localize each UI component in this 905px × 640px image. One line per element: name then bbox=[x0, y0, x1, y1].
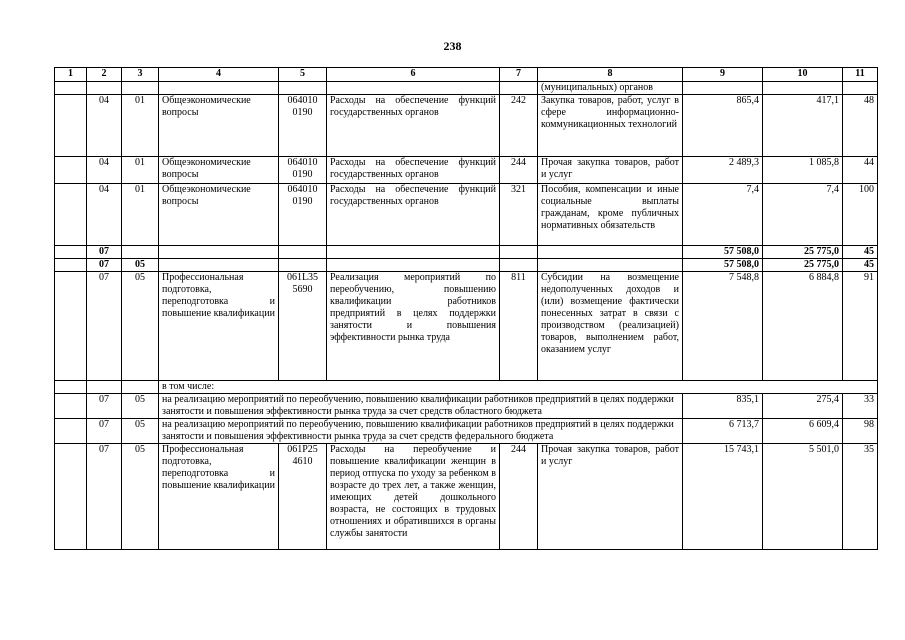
cell-expense-type: (муниципальных) органов bbox=[538, 82, 683, 95]
cell-target-code: 061P25 4610 bbox=[279, 444, 327, 550]
cell-actual: 7,4 bbox=[763, 184, 843, 246]
col-header-6: 6 bbox=[327, 68, 500, 82]
col-header-11: 11 bbox=[843, 68, 878, 82]
section-total-row bbox=[55, 246, 878, 259]
col-header-3: 3 bbox=[122, 68, 159, 82]
cell-target-name: Расходы на обеспечение функций государственных органов bbox=[327, 157, 500, 184]
cell-section: 07 bbox=[87, 246, 122, 259]
cell-section: 07 bbox=[87, 444, 122, 550]
cell-percent: 98 bbox=[843, 419, 878, 444]
cell-target-code: 064010 0190 bbox=[279, 184, 327, 246]
cell-target-code: 061L35 5690 bbox=[279, 272, 327, 381]
cell-section-name: Профессиональная подготовка, переподготовка и повышение квалификации bbox=[159, 272, 279, 381]
cell-subsection: 05 bbox=[122, 259, 159, 272]
cell-subsection: 05 bbox=[122, 272, 159, 381]
cell-percent: 91 bbox=[843, 272, 878, 381]
cell-expense-type: Закупка товаров, работ, услуг в сфере информационно-коммуникационных технологий bbox=[538, 95, 683, 157]
cell-actual: 6 884,8 bbox=[763, 272, 843, 381]
cell-item-description: на реализацию мероприятий по переобучению, повышению квалификации работников предприятий в целях поддержки занятости и повышения эффективности рынка труда за счет средств федерального бюджета bbox=[159, 419, 683, 444]
table-row bbox=[55, 444, 878, 550]
cell-planned: 7 548,8 bbox=[683, 272, 763, 381]
cell-section: 07 bbox=[87, 259, 122, 272]
cell-subsection: 01 bbox=[122, 157, 159, 184]
cell-subsection: 01 bbox=[122, 184, 159, 246]
col-header-7: 7 bbox=[500, 68, 538, 82]
including-label: в том числе: bbox=[159, 381, 878, 394]
table-row bbox=[55, 419, 878, 444]
cell-expense-type: Пособия, компенсации и иные социальные выплаты гражданам, кроме публичных нормативных обязательств bbox=[538, 184, 683, 246]
cell-section-name: Общеэкономические вопросы bbox=[159, 157, 279, 184]
subsection-total-row bbox=[55, 259, 878, 272]
cell-expense-code: 244 bbox=[500, 444, 538, 550]
cell-target-code: 064010 0190 bbox=[279, 95, 327, 157]
cell-section: 07 bbox=[87, 419, 122, 444]
col-header-5: 5 bbox=[279, 68, 327, 82]
cell-planned: 57 508,0 bbox=[683, 246, 763, 259]
cell-expense-code: 242 bbox=[500, 95, 538, 157]
cell-planned: 835,1 bbox=[683, 394, 763, 419]
cell-planned: 6 713,7 bbox=[683, 419, 763, 444]
cell-target-name: Расходы на переобучение и повышение квалификации женщин в период отпуска по уходу за ребенком в возрасте до трех лет, а также женщин, имеющих детей дошкольного возраста, не состоящих в трудовых отношениях и обратившихся в органы службы занятости bbox=[327, 444, 500, 550]
cell-section: 04 bbox=[87, 95, 122, 157]
table-row bbox=[55, 184, 878, 246]
col-header-1: 1 bbox=[55, 68, 87, 82]
cell-percent: 33 bbox=[843, 394, 878, 419]
cell-section-name: Общеэкономические вопросы bbox=[159, 95, 279, 157]
cell-expense-type: Субсидии на возмещение недополученных доходов и (или) возмещение фактически понесенных затрат в связи с производством (реализацией) товаров, выполнением работ, оказанием услуг bbox=[538, 272, 683, 381]
col-header-9: 9 bbox=[683, 68, 763, 82]
table-row bbox=[55, 394, 878, 419]
cell-planned: 57 508,0 bbox=[683, 259, 763, 272]
cell-section-name: Общеэкономические вопросы bbox=[159, 184, 279, 246]
cell-expense-type: Прочая закупка товаров, работ и услуг bbox=[538, 444, 683, 550]
header-row bbox=[55, 68, 878, 82]
cell-target-name: Расходы на обеспечение функций государственных органов bbox=[327, 95, 500, 157]
cell-planned: 865,4 bbox=[683, 95, 763, 157]
cell-percent: 45 bbox=[843, 246, 878, 259]
cell-expense-code: 811 bbox=[500, 272, 538, 381]
cell-expense-type: Прочая закупка товаров, работ и услуг bbox=[538, 157, 683, 184]
cell-section-name: Профессиональная подготовка, переподготовка и повышение квалификации bbox=[159, 444, 279, 550]
cell-actual: 5 501,0 bbox=[763, 444, 843, 550]
cell-actual: 25 775,0 bbox=[763, 259, 843, 272]
cell-percent: 35 bbox=[843, 444, 878, 550]
cell-actual: 275,4 bbox=[763, 394, 843, 419]
col-header-10: 10 bbox=[763, 68, 843, 82]
cell-actual: 6 609,4 bbox=[763, 419, 843, 444]
cell-target-name: Расходы на обеспечение функций государственных органов bbox=[327, 184, 500, 246]
cell-percent: 48 bbox=[843, 95, 878, 157]
cell-section: 07 bbox=[87, 272, 122, 381]
table-row bbox=[55, 272, 878, 381]
page-number: 238 bbox=[443, 39, 462, 53]
cell-subsection: 05 bbox=[122, 394, 159, 419]
cell-planned: 15 743,1 bbox=[683, 444, 763, 550]
col-header-2: 2 bbox=[87, 68, 122, 82]
cell-item-description: на реализацию мероприятий по переобучению, повышению квалификации работников предприятий в целях поддержки занятости и повышения эффективности рынка труда за счет средств областного бюджета bbox=[159, 394, 683, 419]
cell-target-code: 064010 0190 bbox=[279, 157, 327, 184]
cell-actual: 1 085,8 bbox=[763, 157, 843, 184]
cell-section: 04 bbox=[87, 184, 122, 246]
table-row bbox=[55, 381, 878, 394]
cell-target-name: Реализация мероприятий по переобучению, повышению квалификации работников предприятий в целях поддержки занятости и повышения эффективности рынка труда bbox=[327, 272, 500, 381]
cell-percent: 44 bbox=[843, 157, 878, 184]
cell-expense-code: 244 bbox=[500, 157, 538, 184]
col-header-8: 8 bbox=[538, 68, 683, 82]
cell-actual: 25 775,0 bbox=[763, 246, 843, 259]
cell-expense-code: 321 bbox=[500, 184, 538, 246]
cell-percent: 100 bbox=[843, 184, 878, 246]
col-header-4: 4 bbox=[159, 68, 279, 82]
cell-subsection: 05 bbox=[122, 419, 159, 444]
cell-subsection: 05 bbox=[122, 444, 159, 550]
cell-section: 04 bbox=[87, 157, 122, 184]
table-row bbox=[55, 82, 878, 95]
table-row bbox=[55, 95, 878, 157]
cell-planned: 2 489,3 bbox=[683, 157, 763, 184]
cell-planned: 7,4 bbox=[683, 184, 763, 246]
cell-section: 07 bbox=[87, 394, 122, 419]
budget-table bbox=[54, 67, 878, 550]
cell-actual: 417,1 bbox=[763, 95, 843, 157]
cell-subsection: 01 bbox=[122, 95, 159, 157]
table-row bbox=[55, 157, 878, 184]
cell-percent: 45 bbox=[843, 259, 878, 272]
